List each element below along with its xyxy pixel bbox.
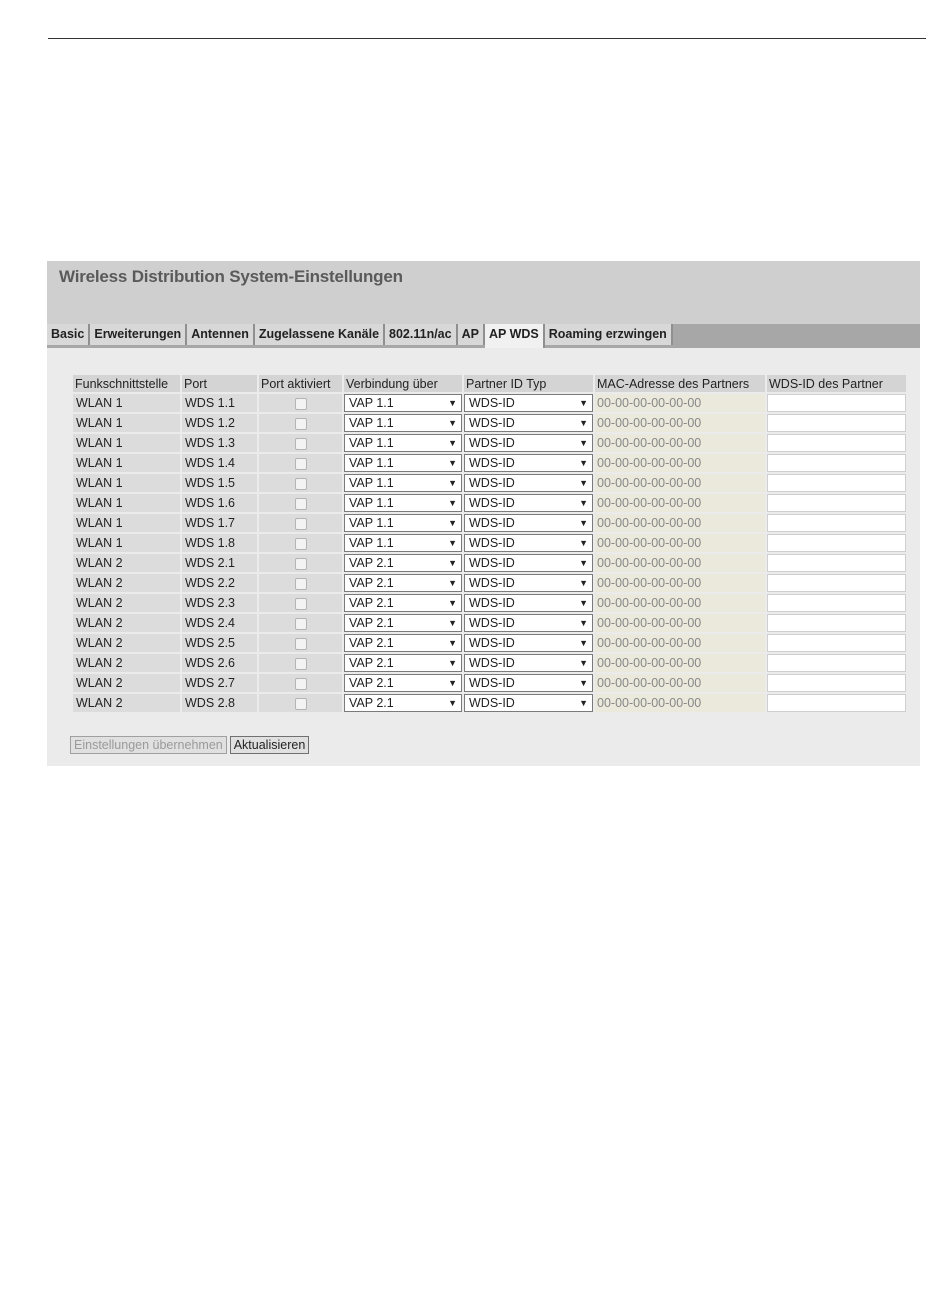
partner-id-type-select[interactable]	[464, 534, 593, 552]
partner-id-type-select[interactable]	[464, 614, 593, 632]
header-wds-id: WDS-ID des Partner	[767, 375, 906, 392]
connection-via-select[interactable]	[344, 514, 462, 532]
port-cell: WDS 2.1	[182, 554, 257, 572]
select-value: WDS-ID	[469, 616, 515, 630]
wds-id-cell	[767, 594, 906, 612]
port-enabled-cell	[259, 694, 342, 712]
port-cell: WDS 2.5	[182, 634, 257, 652]
port-cell: WDS 1.8	[182, 534, 257, 552]
triangle-down-icon: ▼	[579, 538, 588, 548]
port-enabled-checkbox[interactable]	[295, 598, 307, 610]
triangle-down-icon: ▼	[448, 438, 457, 448]
connection-via-select[interactable]	[344, 694, 462, 712]
wds-id-cell	[767, 554, 906, 572]
port-cell: WDS 1.6	[182, 494, 257, 512]
id-type-cell	[464, 534, 593, 552]
connection-via-select[interactable]	[344, 654, 462, 672]
triangle-down-icon: ▼	[579, 698, 588, 708]
partner-id-type-select[interactable]	[464, 574, 593, 592]
port-enabled-checkbox[interactable]	[295, 658, 307, 670]
select-value: VAP 1.1	[349, 476, 394, 490]
connection-via-select[interactable]	[344, 474, 462, 492]
iface-cell: WLAN 2	[73, 554, 180, 572]
tab-basic[interactable]: Basic	[47, 324, 90, 345]
title-bar	[47, 261, 920, 324]
header-partner-id-typ: Partner ID Typ	[464, 375, 593, 392]
wds-id-cell	[767, 414, 906, 432]
partner-wds-id-input[interactable]	[767, 674, 906, 692]
select-value: VAP 2.1	[349, 696, 394, 710]
apply-settings-button[interactable]: Einstellungen übernehmen	[70, 736, 227, 754]
partner-wds-id-input[interactable]	[767, 494, 906, 512]
table-row	[73, 414, 906, 432]
select-value: WDS-ID	[469, 656, 515, 670]
port-enabled-cell	[259, 454, 342, 472]
iface-cell: WLAN 1	[73, 534, 180, 552]
table-row	[73, 634, 906, 652]
via-cell	[344, 474, 462, 492]
port-enabled-checkbox[interactable]	[295, 618, 307, 630]
iface-cell: WLAN 1	[73, 494, 180, 512]
partner-id-type-select[interactable]	[464, 674, 593, 692]
triangle-down-icon: ▼	[579, 418, 588, 428]
port-enabled-checkbox[interactable]	[295, 698, 307, 710]
header-funkschnittstelle: Funkschnittstelle	[73, 375, 180, 392]
wds-id-cell	[767, 394, 906, 412]
partner-id-type-select[interactable]	[464, 494, 593, 512]
table-row	[73, 394, 906, 412]
select-value: WDS-ID	[469, 496, 515, 510]
select-value: WDS-ID	[469, 636, 515, 650]
select-value: VAP 1.1	[349, 436, 394, 450]
partner-id-type-select[interactable]	[464, 654, 593, 672]
triangle-down-icon: ▼	[448, 478, 457, 488]
partner-wds-id-input[interactable]	[767, 434, 906, 452]
table-row	[73, 494, 906, 512]
wds-id-cell	[767, 454, 906, 472]
triangle-down-icon: ▼	[579, 438, 588, 448]
tab-ap[interactable]: AP	[458, 324, 485, 345]
via-cell	[344, 614, 462, 632]
id-type-cell	[464, 554, 593, 572]
id-type-cell	[464, 674, 593, 692]
header-verbindung: Verbindung über	[344, 375, 462, 392]
select-value: VAP 1.1	[349, 416, 394, 430]
triangle-down-icon: ▼	[448, 498, 457, 508]
wds-id-cell	[767, 654, 906, 672]
select-value: WDS-ID	[469, 416, 515, 430]
port-cell: WDS 1.4	[182, 454, 257, 472]
triangle-down-icon: ▼	[448, 398, 457, 408]
select-value: WDS-ID	[469, 536, 515, 550]
select-value: VAP 2.1	[349, 616, 394, 630]
via-cell	[344, 414, 462, 432]
triangle-down-icon: ▼	[579, 498, 588, 508]
wds-id-cell	[767, 534, 906, 552]
id-type-cell	[464, 394, 593, 412]
table-header-row	[73, 375, 906, 392]
port-enabled-cell	[259, 574, 342, 592]
id-type-cell	[464, 514, 593, 532]
via-cell	[344, 534, 462, 552]
port-cell: WDS 2.3	[182, 594, 257, 612]
table-row	[73, 594, 906, 612]
port-enabled-cell	[259, 554, 342, 572]
triangle-down-icon: ▼	[579, 618, 588, 628]
triangle-down-icon: ▼	[448, 618, 457, 628]
partner-mac-field[interactable]: 00-00-00-00-00-00	[595, 494, 765, 512]
triangle-down-icon: ▼	[579, 398, 588, 408]
port-enabled-checkbox[interactable]	[295, 398, 307, 410]
connection-via-select[interactable]	[344, 434, 462, 452]
via-cell	[344, 494, 462, 512]
iface-cell: WLAN 2	[73, 654, 180, 672]
connection-via-select[interactable]	[344, 614, 462, 632]
port-enabled-cell	[259, 654, 342, 672]
partner-wds-id-input[interactable]	[767, 414, 906, 432]
port-enabled-cell	[259, 514, 342, 532]
wds-id-cell	[767, 434, 906, 452]
via-cell	[344, 454, 462, 472]
wds-id-cell	[767, 674, 906, 692]
port-enabled-checkbox[interactable]	[295, 578, 307, 590]
port-enabled-cell	[259, 494, 342, 512]
partner-mac-field[interactable]: 00-00-00-00-00-00	[595, 674, 765, 692]
table-row	[73, 474, 906, 492]
tab-ap-wds[interactable]: AP WDS	[485, 324, 545, 348]
via-cell	[344, 514, 462, 532]
partner-mac-field[interactable]: 00-00-00-00-00-00	[595, 474, 765, 492]
select-value: VAP 1.1	[349, 536, 394, 550]
tab-antennen[interactable]: Antennen	[187, 324, 255, 345]
select-value: VAP 1.1	[349, 496, 394, 510]
partner-wds-id-input[interactable]	[767, 614, 906, 632]
wds-id-cell	[767, 694, 906, 712]
connection-via-select[interactable]	[344, 674, 462, 692]
tab-erweiterungen[interactable]: Erweiterungen	[90, 324, 187, 345]
connection-via-select[interactable]	[344, 454, 462, 472]
page-title: Wireless Distribution System-Einstellungen	[59, 267, 403, 286]
partner-id-type-select[interactable]	[464, 414, 593, 432]
port-enabled-checkbox[interactable]	[295, 458, 307, 470]
partner-id-type-select[interactable]	[464, 454, 593, 472]
wds-id-cell	[767, 514, 906, 532]
table-row	[73, 434, 906, 452]
port-cell: WDS 2.8	[182, 694, 257, 712]
table-row	[73, 674, 906, 692]
table-row	[73, 534, 906, 552]
triangle-down-icon: ▼	[579, 598, 588, 608]
via-cell	[344, 574, 462, 592]
triangle-down-icon: ▼	[579, 678, 588, 688]
triangle-down-icon: ▼	[579, 658, 588, 668]
via-cell	[344, 594, 462, 612]
partner-mac-field[interactable]: 00-00-00-00-00-00	[595, 514, 765, 532]
select-value: WDS-ID	[469, 596, 515, 610]
id-type-cell	[464, 594, 593, 612]
id-type-cell	[464, 494, 593, 512]
tab-802-11n-ac[interactable]: 802.11n/ac	[385, 324, 458, 345]
triangle-down-icon: ▼	[579, 558, 588, 568]
iface-cell: WLAN 1	[73, 474, 180, 492]
id-type-cell	[464, 634, 593, 652]
partner-id-type-select[interactable]	[464, 694, 593, 712]
select-value: VAP 2.1	[349, 576, 394, 590]
table-row	[73, 454, 906, 472]
wds-id-cell	[767, 574, 906, 592]
iface-cell: WLAN 1	[73, 454, 180, 472]
port-enabled-cell	[259, 534, 342, 552]
triangle-down-icon: ▼	[448, 418, 457, 428]
id-type-cell	[464, 434, 593, 452]
wds-table	[71, 373, 908, 714]
tab-bar	[47, 324, 920, 348]
connection-via-select[interactable]	[344, 594, 462, 612]
iface-cell: WLAN 2	[73, 574, 180, 592]
port-enabled-cell	[259, 434, 342, 452]
wds-id-cell	[767, 634, 906, 652]
id-type-cell	[464, 474, 593, 492]
iface-cell: WLAN 2	[73, 674, 180, 692]
iface-cell: WLAN 1	[73, 434, 180, 452]
port-enabled-checkbox[interactable]	[295, 558, 307, 570]
partner-mac-field[interactable]: 00-00-00-00-00-00	[595, 574, 765, 592]
via-cell	[344, 394, 462, 412]
select-value: VAP 1.1	[349, 516, 394, 530]
partner-id-type-select[interactable]	[464, 594, 593, 612]
iface-cell: WLAN 2	[73, 614, 180, 632]
wds-id-cell	[767, 614, 906, 632]
id-type-cell	[464, 614, 593, 632]
port-cell: WDS 2.2	[182, 574, 257, 592]
port-enabled-checkbox[interactable]	[295, 518, 307, 530]
partner-mac-field[interactable]: 00-00-00-00-00-00	[595, 554, 765, 572]
port-cell: WDS 2.7	[182, 674, 257, 692]
port-cell: WDS 1.2	[182, 414, 257, 432]
partner-wds-id-input[interactable]	[767, 474, 906, 492]
triangle-down-icon: ▼	[448, 518, 457, 528]
partner-id-type-select[interactable]	[464, 474, 593, 492]
triangle-down-icon: ▼	[448, 598, 457, 608]
content-area	[71, 373, 908, 714]
iface-cell: WLAN 1	[73, 514, 180, 532]
iface-cell: WLAN 1	[73, 394, 180, 412]
id-type-cell	[464, 574, 593, 592]
triangle-down-icon: ▼	[579, 518, 588, 528]
partner-mac-field[interactable]: 00-00-00-00-00-00	[595, 414, 765, 432]
iface-cell: WLAN 2	[73, 594, 180, 612]
triangle-down-icon: ▼	[448, 538, 457, 548]
via-cell	[344, 674, 462, 692]
connection-via-select[interactable]	[344, 534, 462, 552]
select-value: WDS-ID	[469, 516, 515, 530]
table-row	[73, 514, 906, 532]
wds-id-cell	[767, 494, 906, 512]
partner-wds-id-input[interactable]	[767, 514, 906, 532]
select-value: WDS-ID	[469, 476, 515, 490]
header-port: Port	[182, 375, 257, 392]
triangle-down-icon: ▼	[448, 458, 457, 468]
partner-wds-id-input[interactable]	[767, 574, 906, 592]
partner-mac-field[interactable]: 00-00-00-00-00-00	[595, 654, 765, 672]
port-enabled-cell	[259, 594, 342, 612]
triangle-down-icon: ▼	[448, 678, 457, 688]
port-enabled-checkbox[interactable]	[295, 498, 307, 510]
tab-roaming-erzwingen[interactable]: Roaming erzwingen	[545, 324, 673, 345]
triangle-down-icon: ▼	[579, 578, 588, 588]
refresh-button[interactable]: Aktualisieren	[230, 736, 310, 754]
triangle-down-icon: ▼	[448, 558, 457, 568]
connection-via-select[interactable]	[344, 634, 462, 652]
partner-wds-id-input[interactable]	[767, 534, 906, 552]
id-type-cell	[464, 414, 593, 432]
select-value: WDS-ID	[469, 436, 515, 450]
header-rule	[48, 38, 926, 39]
triangle-down-icon: ▼	[448, 698, 457, 708]
partner-wds-id-input[interactable]	[767, 634, 906, 652]
port-enabled-cell	[259, 674, 342, 692]
port-enabled-cell	[259, 614, 342, 632]
iface-cell: WLAN 2	[73, 634, 180, 652]
select-value: WDS-ID	[469, 456, 515, 470]
triangle-down-icon: ▼	[579, 638, 588, 648]
table-row	[73, 554, 906, 572]
connection-via-select[interactable]	[344, 574, 462, 592]
select-value: VAP 2.1	[349, 556, 394, 570]
partner-wds-id-input[interactable]	[767, 454, 906, 472]
via-cell	[344, 434, 462, 452]
id-type-cell	[464, 454, 593, 472]
via-cell	[344, 654, 462, 672]
select-value: VAP 1.1	[349, 396, 394, 410]
table-row	[73, 654, 906, 672]
port-cell: WDS 1.5	[182, 474, 257, 492]
partner-id-type-select[interactable]	[464, 554, 593, 572]
id-type-cell	[464, 694, 593, 712]
port-enabled-checkbox[interactable]	[295, 638, 307, 650]
header-port-aktiviert: Port aktiviert	[259, 375, 342, 392]
port-cell: WDS 2.6	[182, 654, 257, 672]
partner-wds-id-input[interactable]	[767, 694, 906, 712]
partner-mac-field[interactable]: 00-00-00-00-00-00	[595, 454, 765, 472]
select-value: WDS-ID	[469, 556, 515, 570]
connection-via-select[interactable]	[344, 554, 462, 572]
port-enabled-checkbox[interactable]	[295, 678, 307, 690]
select-value: VAP 2.1	[349, 676, 394, 690]
partner-wds-id-input[interactable]	[767, 594, 906, 612]
tab-zugelassene-kan-le[interactable]: Zugelassene Kanäle	[255, 324, 385, 345]
wds-settings-panel	[47, 261, 920, 766]
iface-cell: WLAN 1	[73, 414, 180, 432]
partner-mac-field[interactable]: 00-00-00-00-00-00	[595, 534, 765, 552]
table-row	[73, 574, 906, 592]
port-enabled-cell	[259, 474, 342, 492]
partner-wds-id-input[interactable]	[767, 554, 906, 572]
partner-mac-field[interactable]: 00-00-00-00-00-00	[595, 694, 765, 712]
id-type-cell	[464, 654, 593, 672]
partner-id-type-select[interactable]	[464, 514, 593, 532]
table-row	[73, 614, 906, 632]
port-cell: WDS 1.7	[182, 514, 257, 532]
port-enabled-checkbox[interactable]	[295, 538, 307, 550]
port-enabled-checkbox[interactable]	[295, 418, 307, 430]
connection-via-select[interactable]	[344, 414, 462, 432]
partner-id-type-select[interactable]	[464, 394, 593, 412]
via-cell	[344, 634, 462, 652]
partner-mac-field[interactable]: 00-00-00-00-00-00	[595, 634, 765, 652]
port-enabled-cell	[259, 414, 342, 432]
via-cell	[344, 554, 462, 572]
wds-id-cell	[767, 474, 906, 492]
select-value: VAP 2.1	[349, 656, 394, 670]
triangle-down-icon: ▼	[448, 658, 457, 668]
connection-via-select[interactable]	[344, 494, 462, 512]
select-value: WDS-ID	[469, 396, 515, 410]
triangle-down-icon: ▼	[448, 578, 457, 588]
partner-wds-id-input[interactable]	[767, 654, 906, 672]
select-value: WDS-ID	[469, 676, 515, 690]
partner-mac-field[interactable]: 00-00-00-00-00-00	[595, 394, 765, 412]
select-value: WDS-ID	[469, 576, 515, 590]
triangle-down-icon: ▼	[448, 638, 457, 648]
header-mac-adresse: MAC-Adresse des Partners	[595, 375, 765, 392]
port-enabled-checkbox[interactable]	[295, 438, 307, 450]
select-value: WDS-ID	[469, 696, 515, 710]
partner-id-type-select[interactable]	[464, 634, 593, 652]
button-bar	[70, 736, 309, 754]
select-value: VAP 2.1	[349, 596, 394, 610]
port-cell: WDS 1.3	[182, 434, 257, 452]
triangle-down-icon: ▼	[579, 458, 588, 468]
port-cell: WDS 2.4	[182, 614, 257, 632]
via-cell	[344, 694, 462, 712]
connection-via-select[interactable]	[344, 394, 462, 412]
partner-wds-id-input[interactable]	[767, 394, 906, 412]
port-enabled-checkbox[interactable]	[295, 478, 307, 490]
select-value: VAP 2.1	[349, 636, 394, 650]
port-cell: WDS 1.1	[182, 394, 257, 412]
table-row	[73, 694, 906, 712]
triangle-down-icon: ▼	[579, 478, 588, 488]
port-enabled-cell	[259, 634, 342, 652]
partner-mac-field[interactable]: 00-00-00-00-00-00	[595, 594, 765, 612]
partner-id-type-select[interactable]	[464, 434, 593, 452]
port-enabled-cell	[259, 394, 342, 412]
partner-mac-field[interactable]: 00-00-00-00-00-00	[595, 614, 765, 632]
select-value: VAP 1.1	[349, 456, 394, 470]
iface-cell: WLAN 2	[73, 694, 180, 712]
partner-mac-field[interactable]: 00-00-00-00-00-00	[595, 434, 765, 452]
